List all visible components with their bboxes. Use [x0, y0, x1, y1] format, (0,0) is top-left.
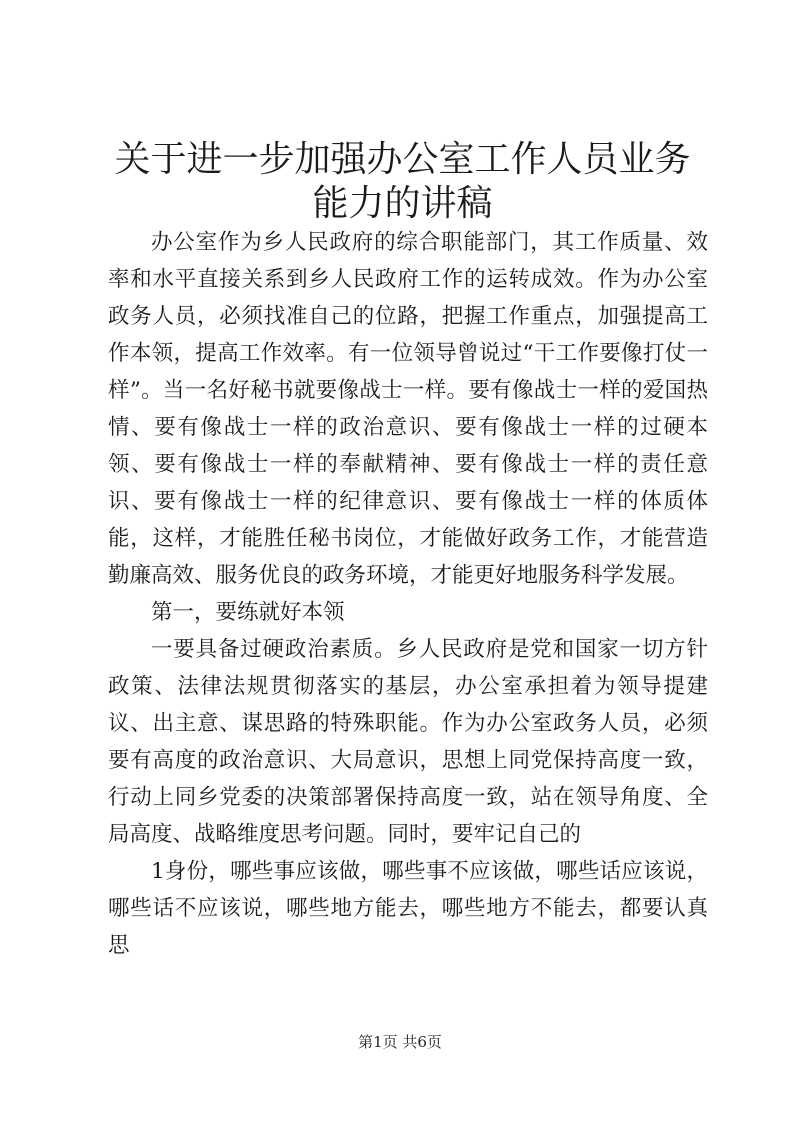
- document-title: 关于进一步加强办公室工作人员业务能力的讲稿: [114, 139, 691, 224]
- paragraph-intro: 办公室作为乡人民政府的综合职能部门，其工作质量、效率和水平直接关系到乡人民政府工作的运转成效。作为办公室政务人员，必须找准自己的位路，把握工作重点，加强提高工作本领，提高工作效率。有一位领导曾说过“干工作要像打仗一样”。当一名好秘书就要像战士一样。要有像战士一样的爱国热情、要有像战士一样的政治意识、要有像战士一样的过硬本领、要有像战士一样的奉献精神、要有像战士一样的责任意识、要有像战士一样的纪律意识、要有像战士一样的体质体能，这样，才能胜任秘书岗位，才能做好政务工作，才能营造勤廉高效、服务优良的政务环境，才能更好地服务科学发展。: [108, 230, 708, 588]
- section-heading: 第一，要练就好本领: [151, 600, 345, 625]
- page-footer: 第1页 共6页: [358, 1033, 442, 1051]
- document-body: [108, 224, 708, 964]
- paragraph-identity: 1身份，哪些事应该做，哪些事不应该做，哪些话应该说，哪些话不应该说，哪些地方能去，哪些地方不能去，都要认真思: [108, 859, 708, 958]
- paragraph-political-quality: 一要具备过硬政治素质。乡人民政府是党和国家一切方针政策、法律法规贯彻落实的基层，办公室承担着为领导提建议、出主意、谋思路的特殊职能。作为办公室政务人员，必须要有高度的政治意识、大局意识，思想上同党保持高度一致，行动上同乡党委的决策部署保持高度一致，站在领导角度、全局高度、战略维度思考问题。同时，要牢记自己的: [108, 637, 708, 847]
